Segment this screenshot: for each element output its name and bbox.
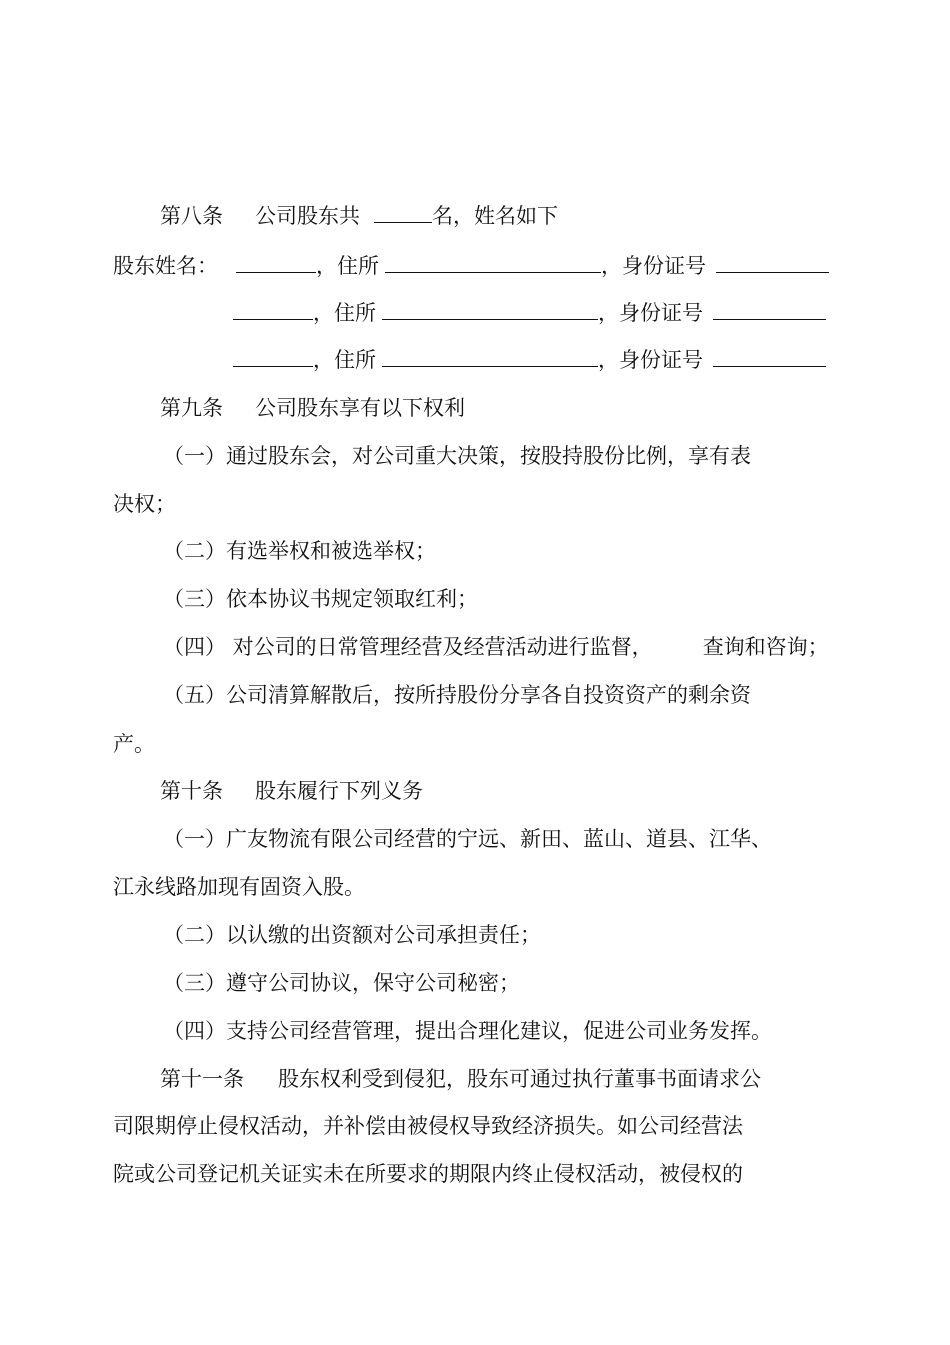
article-10-label: 第十条 [160,779,223,803]
article-8-text-2: 名，姓名如下 [432,204,558,228]
article-10-item-4: （四）支持公司经营管理，提出合理化建议，促进公司业务发挥。 [163,1019,772,1043]
article-9-item-4 [163,632,829,662]
article-11-text-1: 股东权利受到侵犯，股东可通过执行董事书面请求公 [278,1067,761,1091]
article-9-label: 第九条 [160,396,223,420]
article-9-item-5-cont: 产。 [113,732,155,756]
article-9-title: 公司股东享有以下权利 [255,396,465,420]
article-10-item-3: （三）遵守公司协议，保守公司秘密； [163,971,520,995]
article-11-line-3: 院或公司登记机关证实未在所要求的期限内终止侵权活动，被侵权的 [113,1162,743,1186]
article-8-label: 第八条 [160,204,223,228]
shareholder-row-2 [233,297,826,328]
article-11-line-1 [160,1064,761,1094]
shareholder-row-1 [113,250,829,281]
residence-blank [382,344,598,367]
article-9-item-2: （二）有选举权和被选举权； [163,539,436,563]
residence-blank [385,250,601,273]
article-10-item-1: （一）广友物流有限公司经营的宁远、新田、蓝山、道县、江华、 [163,827,772,851]
id-number-blank [716,250,829,273]
article-10-item-1-cont: 江永线路加现有固资入股。 [113,875,365,899]
residence-label: ，住所 [313,301,376,325]
id-number-blank [713,297,826,320]
article-10-item-2: （二）以认缴的出资额对公司承担责任； [163,923,541,947]
id-number-blank [713,344,826,367]
id-number-label: ，身份证号 [598,301,703,325]
residence-label: ，住所 [313,348,376,372]
shareholder-name-blank [236,250,316,273]
id-number-label: ，身份证号 [598,348,703,372]
article-10-title: 股东履行下列义务 [255,779,423,803]
article-9-item-1: （一）通过股东会，对公司重大决策，按股持股份比例，享有表 [163,444,751,468]
shareholder-name-label: 股东姓名： [113,254,218,278]
article-11-label: 第十一条 [160,1067,244,1091]
article-9-item-3: （三）依本协议书规定领取红利； [163,587,478,611]
article-9-item-5: （五）公司清算解散后，按所持股份分享各自投资资产的剩余资 [163,683,751,707]
article-8-line [160,200,558,231]
article-9-item-4-text: （四） 对公司的日常管理经营及经营活动进行监督， [163,635,653,659]
shareholder-name-blank [233,344,313,367]
shareholder-row-3 [233,344,826,375]
article-9-item-4-end: 查询和咨询； [702,635,829,659]
residence-blank [382,297,598,320]
residence-label: ，住所 [316,254,379,278]
shareholder-count-blank [374,200,432,223]
article-10-heading [160,776,423,806]
article-11-line-2: 司限期停止侵权活动，并补偿由被侵权导致经济损失。如公司经营法 [113,1114,743,1138]
article-9-heading [160,393,465,423]
id-number-label: ，身份证号 [601,254,706,278]
article-8-text-1: 公司股东共 [255,204,360,228]
article-9-item-1-cont: 决权； [113,492,176,516]
shareholder-name-blank [233,297,313,320]
